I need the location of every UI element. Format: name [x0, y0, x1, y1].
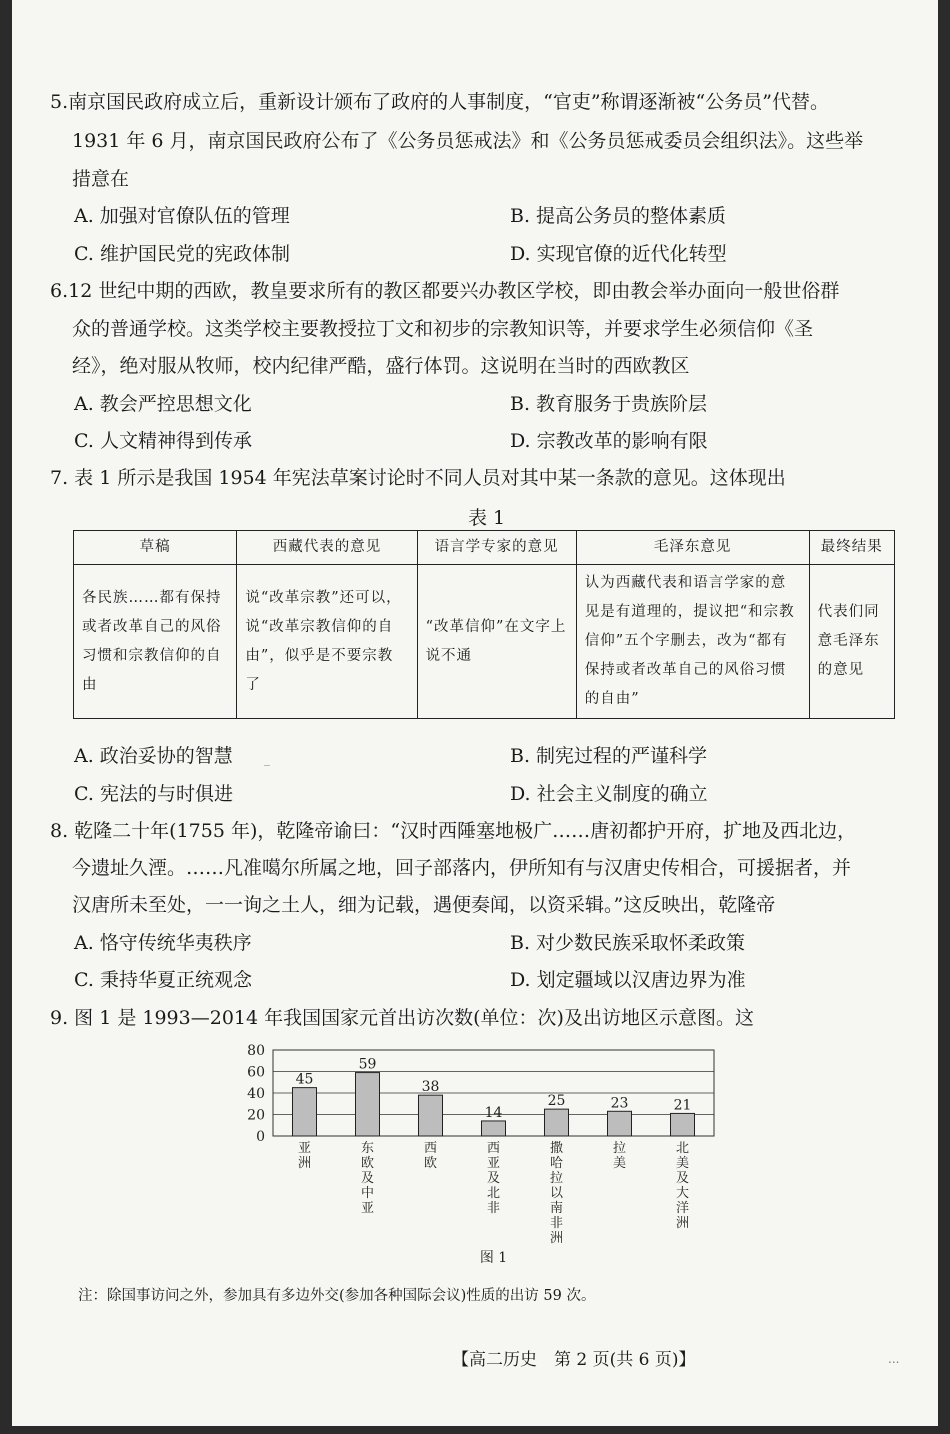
table-header: 西藏代表的意见: [237, 531, 417, 565]
data-label: 25: [547, 1093, 566, 1110]
q6-option-a: A. 教会严控思想文化: [74, 393, 252, 415]
q6-line-3: 经》，绝对服从牧师，校内纪律严酷，盛行体罚。这说明在当时的西欧教区: [72, 355, 690, 377]
table-cell: 各民族……都有保持或者改革自己的风俗习惯和宗教信仰的自由: [74, 565, 237, 719]
exam-page: [12, 0, 938, 1426]
chart-note: 注：除国事访问之外，参加具有多边外交(参加各种国际会议)性质的出访 59 次。: [78, 1288, 596, 1304]
bar: [419, 1095, 443, 1136]
table-cell: 说“改革宗教”还可以，说“改革宗教信仰的自由”，似乎是不要宗教了: [237, 565, 417, 719]
q5-option-a: A. 加强对官僚队伍的管理: [74, 205, 290, 227]
q7-line-1: 7. 表 1 所示是我国 1954 年宪法草案讨论时不同人员对其中某一条款的意见。这体现出: [50, 467, 786, 489]
x-tick-label: 东欧及中亚: [360, 1141, 375, 1216]
bar: [482, 1121, 506, 1136]
table-header: 最终结果: [809, 531, 894, 565]
x-tick-label: 拉美: [612, 1141, 627, 1171]
page-footer: 【高二历史 第 2 页(共 6 页)】: [452, 1350, 696, 1370]
q8-line-3: 汉唐所未至处，一一询之土人，细为记载，遇便奏闻，以资采辑。”这反映出，乾隆帝: [72, 894, 776, 916]
y-tick-label: 0: [256, 1129, 265, 1145]
visit-bar-chart: [12, 1038, 938, 1278]
stray-mark: _: [264, 752, 270, 766]
y-tick-label: 20: [247, 1107, 265, 1124]
q6-option-b: B. 教育服务于贵族阶层: [510, 393, 708, 415]
bar: [293, 1088, 317, 1136]
q8-option-c: C. 秉持华夏正统观念: [74, 969, 252, 991]
table-header: 草稿: [74, 531, 237, 565]
q5-option-b: B. 提高公务员的整体素质: [510, 205, 727, 227]
x-tick-label: 西欧: [423, 1141, 438, 1171]
bar: [356, 1073, 380, 1136]
data-label: 14: [484, 1104, 503, 1121]
bar: [671, 1113, 695, 1136]
data-label: 23: [610, 1095, 629, 1112]
x-tick-label: 亚洲: [297, 1141, 312, 1171]
table-cell: 认为西藏代表和语言学家的意见是有道理的，提议把“和宗教信仰”五个字删去，改为“都有保持或者改革自己的风俗习惯的自由”: [576, 565, 809, 719]
bar: [545, 1109, 569, 1136]
q7-option-c: C. 宪法的与时俱进: [74, 783, 233, 805]
data-label: 38: [421, 1079, 440, 1096]
q8-line-2: 今遗址久湮。……凡准噶尔所属之地，回子部落内，伊所知有与汉唐史传相合，可援据者，并: [72, 857, 852, 879]
bar: [608, 1111, 632, 1136]
q5-line-2: 1931 年 6 月，南京国民政府公布了《公务员惩戒法》和《公务员惩戒委员会组织法》。这些举: [72, 130, 864, 152]
q7-option-d: D. 社会主义制度的确立: [510, 783, 708, 805]
opinion-table: [73, 530, 895, 719]
x-tick-label: 西亚及北非: [486, 1141, 501, 1216]
q8-option-a: A. 恪守传统华夷秩序: [74, 932, 252, 954]
y-tick-label: 40: [247, 1086, 265, 1102]
table-cell: “改革信仰”在文字上说不通: [417, 565, 576, 719]
q8-option-b: B. 对少数民族采取怀柔政策: [510, 932, 746, 954]
table-row: [74, 565, 895, 719]
q9-line-1: 9. 图 1 是 1993—2014 年我国国家元首出访次数(单位：次)及出访地区示意图。这: [50, 1007, 754, 1029]
x-tick-label: 北美及大洋洲: [675, 1141, 690, 1231]
data-label: 59: [358, 1056, 377, 1073]
q5-line-3: 措意在: [72, 168, 130, 190]
q7-option-a: A. 政治妥协的智慧: [74, 745, 233, 767]
q5-option-c: C. 维护国民党的宪政体制: [74, 243, 290, 265]
q5-line-1: 5.南京国民政府成立后，重新设计颁布了政府的人事制度，“官吏”称谓逐渐被“公务员”代替。: [50, 91, 829, 113]
table-caption: 表 1: [468, 507, 506, 529]
q8-line-1: 8. 乾隆二十年(1755 年)，乾隆帝谕曰：“汉时西陲塞地极广……唐初都护开府，扩地及西北边，: [50, 820, 857, 842]
data-label: 45: [295, 1071, 314, 1088]
q7-option-b: B. 制宪过程的严谨科学: [510, 745, 708, 767]
data-label: 21: [673, 1097, 692, 1114]
q6-option-c: C. 人文精神得到传承: [74, 430, 252, 452]
y-tick-label: 80: [247, 1043, 265, 1059]
q6-line-2: 众的普通学校。这类学校主要教授拉丁文和初步的宗教知识等，并要求学生必须信仰《圣: [72, 318, 814, 340]
table-header: 毛泽东意见: [576, 531, 809, 565]
q6-option-d: D. 宗教改革的影响有限: [510, 430, 708, 452]
q6-line-1: 6.12 世纪中期的西欧，教皇要求所有的教区都要兴办教区学校，即由教会举办面向一般世俗群: [50, 280, 840, 302]
q5-option-d: D. 实现官僚的近代化转型: [510, 243, 727, 265]
stray-mark: ...: [888, 1352, 900, 1366]
table-header-row: [74, 531, 895, 565]
q8-option-d: D. 划定疆域以汉唐边界为准: [510, 969, 746, 991]
x-tick-label: 撒哈拉以南非洲: [549, 1141, 564, 1246]
chart-title: 图 1: [479, 1250, 508, 1266]
table-cell: 代表们同意毛泽东的意见: [809, 565, 894, 719]
table-header: 语言学专家的意见: [417, 531, 576, 565]
y-tick-label: 60: [247, 1064, 265, 1081]
